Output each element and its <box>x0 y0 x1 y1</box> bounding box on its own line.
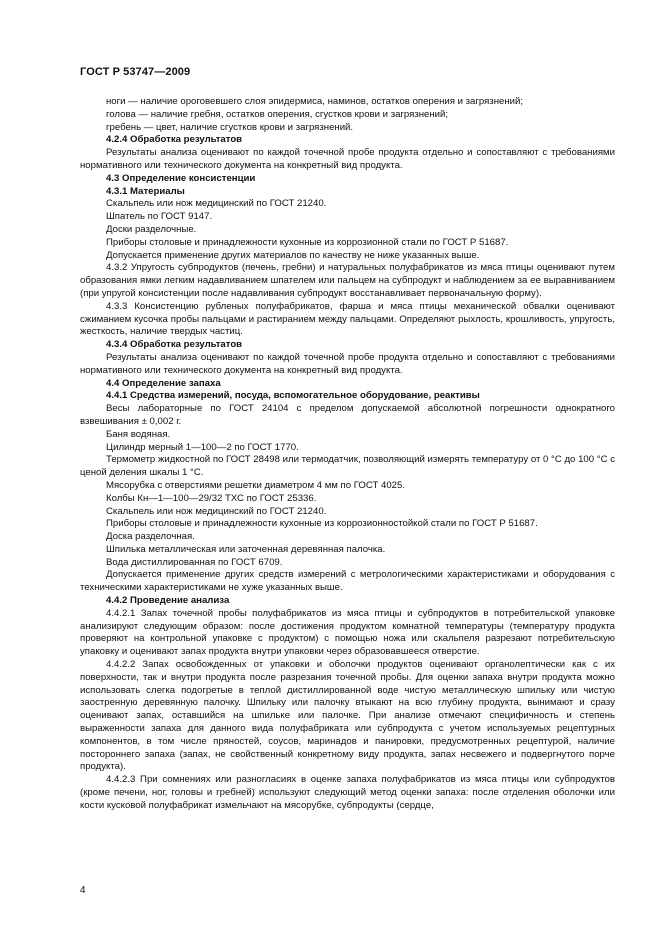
document-body <box>80 96 615 813</box>
paragraph: Мясорубка с отверстиями решетки диаметром 4 мм по ГОСТ 4025. <box>106 479 406 491</box>
paragraph: Доска разделочная. <box>106 531 195 543</box>
section-heading: 4.4.1 Средства измерений, посуда, вспомогательное оборудование, реактивы <box>106 390 480 402</box>
paragraph: Шпатель по ГОСТ 9147. <box>106 211 213 223</box>
paragraph: Допускается применение других материалов по качеству не ниже указанных выше. <box>106 249 480 261</box>
paragraph: Доски разделочные. <box>106 223 197 235</box>
section-heading: 4.3.4 Обработка результатов <box>106 339 243 351</box>
paragraph: Результаты анализа оценивают по каждой точечной пробе продукта отдельно и сопоставляют с требованиями нормативного или технического документа на конкретный вид продукта. <box>80 147 615 171</box>
paragraph: гребень — цвет, наличие сгустков крови и загрязнений. <box>106 121 354 133</box>
paragraph: голова — наличие гребня, остатков оперения, сгустков крови и загрязнений; <box>106 108 449 120</box>
paragraph: 4.3.2 Упругость субпродуктов (печень, гребни) и натуральных полуфабрикатов из мяса птицы оценивают путем образования ямки легким надавливанием шпателем или пальцем на субпродукт и наблюдением за ее выравниванием (при упругой консистенции после надавливания субпродукт восстанавливает первоначальную форму). <box>80 262 615 299</box>
paragraph: Баня водяная. <box>106 428 171 440</box>
section-heading: 4.4 Определение запаха <box>106 377 221 389</box>
paragraph: ноги — наличие ороговевшего слоя эпидермиса, наминов, остатков оперения и загрязнений; <box>106 96 524 107</box>
section-heading: 4.4.2 Проведение анализа <box>106 595 230 607</box>
page-number: 4 <box>80 885 86 896</box>
paragraph: Вода дистиллированная по ГОСТ 6709. <box>106 556 283 568</box>
paragraph: Допускается применение других средств измерений с метрологическими характеристиками и оборудования с техническими характеристиками не хуже указанных выше. <box>80 569 615 594</box>
paragraph: 4.4.2.2 Запах освобожденных от упаковки и оболочки продуктов оценивают органолептически как с их поверхности, так и внутри продукта после разрезания точечной пробы. Для оценки запаха внутри продукта можно использовать слегка подогретые в теплой дистиллированной воде чистую металлическую шпильку или чистую заостренную деревянную палочку. Шпильку или палочку втыкают на всю глубину продукта, вынимают и сразу оценивают запах, оставшийся на шпильке или палочке. При анализе отмечают специфичность и степень выраженности запаха для данного вида полуфабриката или субпродукта с учетом используемых рецептурных компонентов, в том числе пряностей, соусов, маринадов и панировки, предусмотренных рецептурой, наличие постороннего запаха (запах, не свойственный конкретному виду продукта, запах несвежего и подвергнутого порче продукта). <box>80 659 615 773</box>
paragraph: Скальпель или нож медицинский по ГОСТ 21240. <box>106 505 327 517</box>
paragraph: 4.4.2.1 Запах точечной пробы полуфабрикатов из мяса птицы и субпродуктов в потребительской упаковке анализируют следующим образом: после достижения продуктом комнатной температуры (температуру продукта проверяют на контрольной упаковке с продуктом) с помощью ножа или скальпеля разрезают потребительскую упаковку и оценивают запах продукта внутри упаковки через образовавшееся отверстие. <box>80 607 615 658</box>
paragraph: Шпилька металлическая или заточенная деревянная палочка. <box>106 543 386 555</box>
paragraph: Результаты анализа оценивают по каждой точечной пробе продукта отдельно и сопоставляют с требованиями нормативного или технического документа на конкретный вид продукта. <box>80 351 615 376</box>
document-header: ГОСТ Р 53747—2009 <box>80 66 191 78</box>
paragraph: Приборы столовые и принадлежности кухонные из коррозионностойкой стали по ГОСТ Р 51687. <box>106 518 538 530</box>
paragraph: Весы лабораторные по ГОСТ 24104 с пределом допускаемой абсолютной погрешности однократного взвешивания ± 0,002 г. <box>80 403 615 427</box>
paragraph: Скальпель или нож медицинский по ГОСТ 21240. <box>106 198 327 210</box>
section-heading: 4.3.1 Материалы <box>106 185 185 197</box>
paragraph: 4.3.3 Консистенцию рубленых полуфабрикатов, фарша и мяса птицы механической обвалки оценивают сжиманием кусочка пробы пальцами и растиранием между пальцами. Определяют рыхлость, крошливость, упругость, жесткость, наличие твердых частиц. <box>80 300 615 338</box>
paragraph: Цилиндр мерный 1—100—2 по ГОСТ 1770. <box>106 441 299 453</box>
paragraph: 4.4.2.3 При сомнениях или разногласиях в оценке запаха полуфабрикатов из мяса птицы или субпродуктов (кроме печени, ног, головы и гребней) используют следующий метод оценки запаха: после отделения оболочки или кости кусковой полуфабрикат измельчают на мясорубке, субпродукты (сердце, <box>80 774 615 811</box>
section-heading: 4.3 Определение консистенции <box>106 172 256 184</box>
section-heading: 4.2.4 Обработка результатов <box>106 134 243 146</box>
paragraph: Приборы столовые и принадлежности кухонные из коррозионной стали по ГОСТ Р 51687. <box>106 236 509 248</box>
paragraph: Колбы Кн—1—100—29/32 ТХС по ГОСТ 25336. <box>106 492 317 504</box>
paragraph: Термометр жидкостной по ГОСТ 28498 или термодатчик, позволяющий измерять температуру от 0 °С до 100 °С с ценой деления шкалы 1 °С. <box>80 454 615 479</box>
